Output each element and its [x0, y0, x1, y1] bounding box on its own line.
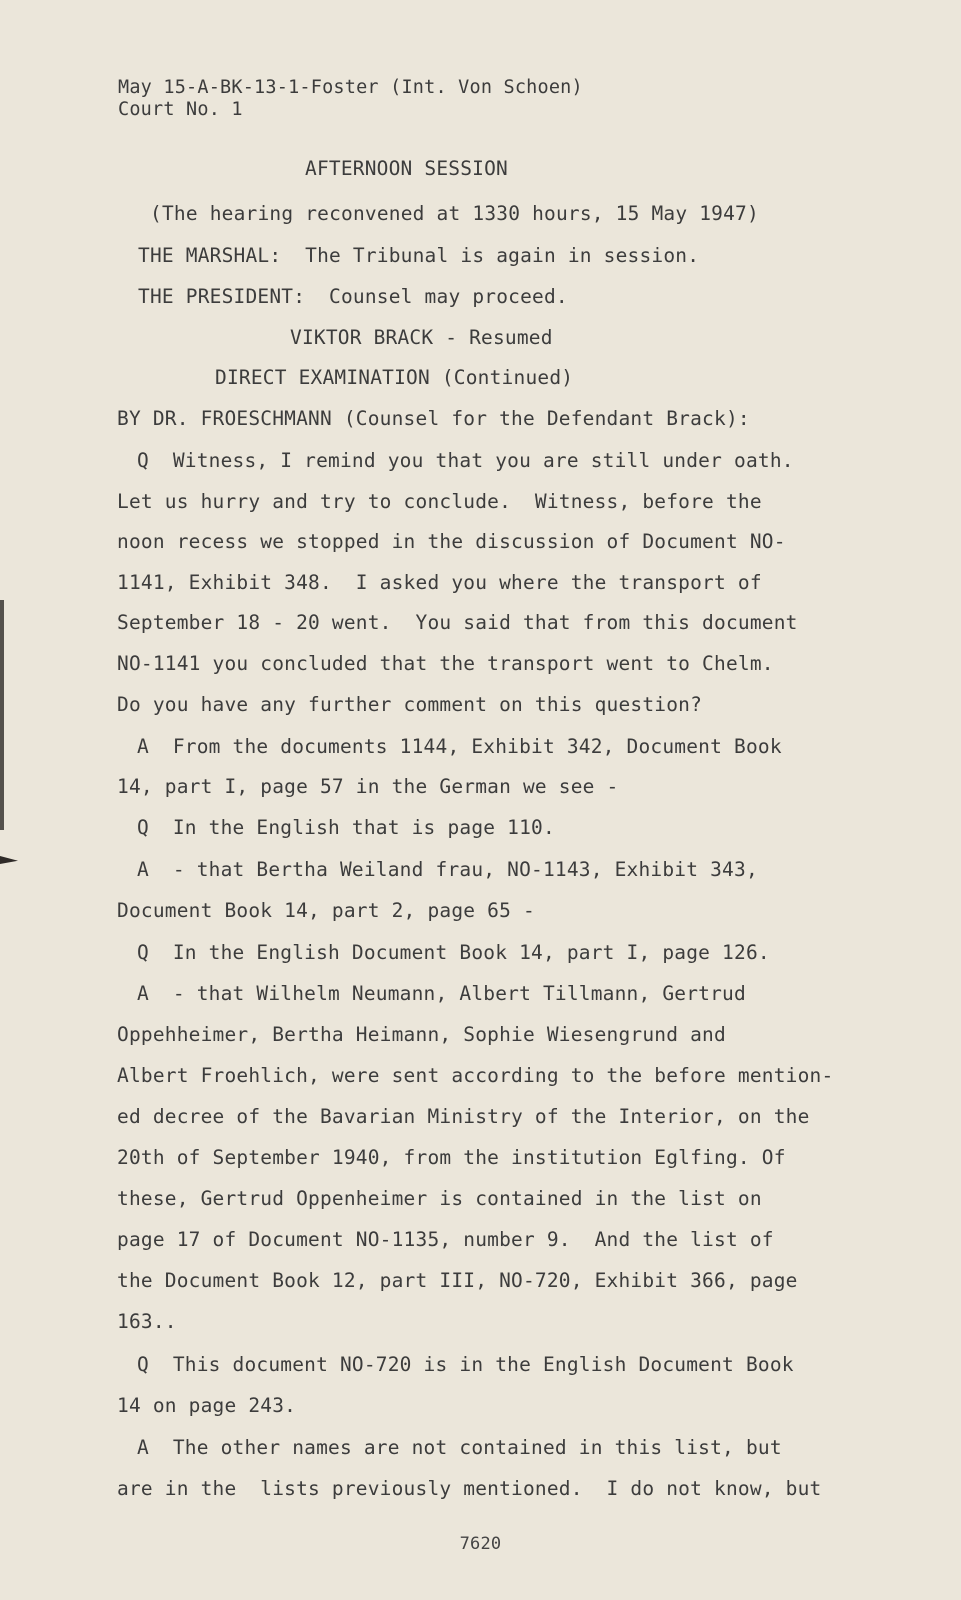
transcript-line: ed decree of the Bavarian Ministry of the Interior, on the	[117, 1105, 810, 1128]
transcript-line: Oppehheimer, Bertha Heimann, Sophie Wiesengrund and	[117, 1023, 726, 1046]
transcript-line: these, Gertrud Oppenheimer is contained in the list on	[117, 1187, 762, 1210]
transcript-line: A From the documents 1144, Exhibit 342, Document Book	[137, 735, 782, 758]
session-note: (The hearing reconvened at 1330 hours, 15 May 1947)	[150, 202, 759, 225]
transcript-line: Let us hurry and try to conclude. Witness, before the	[117, 490, 762, 513]
transcript-line: 163..	[117, 1310, 177, 1333]
transcript-line: Q Witness, I remind you that you are still under oath.	[137, 449, 794, 472]
page-number: 7620	[459, 1534, 502, 1554]
transcript-line: Q In the English that is page 110.	[137, 816, 555, 839]
transcript-line: 14, part I, page 57 in the German we see -	[117, 775, 619, 798]
session-title: AFTERNOON SESSION	[305, 157, 508, 180]
examination-heading: DIRECT EXAMINATION (Continued)	[215, 366, 574, 389]
transcript-line: Document Book 14, part 2, page 65 -	[117, 899, 535, 922]
transcript-line: 1141, Exhibit 348. I asked you where the transport of	[117, 571, 762, 594]
transcript-line: 14 on page 243.	[117, 1394, 297, 1417]
transcript-line: Do you have any further comment on this question?	[117, 693, 703, 716]
transcript-line: September 18 - 20 went. You said that from this document	[117, 611, 798, 634]
transcript-line: 20th of September 1940, from the institution Eglfing. Of	[117, 1146, 786, 1169]
witness-heading: VIKTOR BRACK - Resumed	[290, 326, 553, 349]
transcript-line: Q This document NO-720 is in the English Document Book	[137, 1353, 794, 1376]
header-case-reference: May 15-A-BK-13-1-Foster (Int. Von Schoen)	[118, 77, 583, 98]
transcript-line: Q In the English Document Book 14, part I, page 126.	[137, 941, 770, 964]
transcript-line: A - that Wilhelm Neumann, Albert Tillmann, Gertrud	[137, 982, 746, 1005]
scan-edge-shadow	[0, 600, 4, 830]
examiner-line: BY DR. FROESCHMANN (Counsel for the Defendant Brack):	[117, 407, 750, 430]
transcript-line: A - that Bertha Weiland frau, NO-1143, Exhibit 343,	[137, 858, 758, 881]
scan-edge-marker	[0, 856, 18, 864]
transcript-line: page 17 of Document NO-1135, number 9. And the list of	[117, 1228, 774, 1251]
marshal-statement: THE MARSHAL: The Tribunal is again in session.	[138, 244, 700, 267]
header-court-number: Court No. 1	[118, 99, 243, 120]
transcript-line: noon recess we stopped in the discussion of Document NO-	[117, 530, 786, 553]
transcript-line: Albert Froehlich, were sent according to the before mention-	[117, 1064, 834, 1087]
transcript-line: A The other names are not contained in this list, but	[137, 1436, 782, 1459]
transcript-line: are in the lists previously mentioned. I do not know, but	[117, 1477, 822, 1500]
president-statement: THE PRESIDENT: Counsel may proceed.	[138, 285, 568, 308]
transcript-line: the Document Book 12, part III, NO-720, Exhibit 366, page	[117, 1269, 798, 1292]
transcript-line: NO-1141 you concluded that the transport went to Chelm.	[117, 652, 774, 675]
